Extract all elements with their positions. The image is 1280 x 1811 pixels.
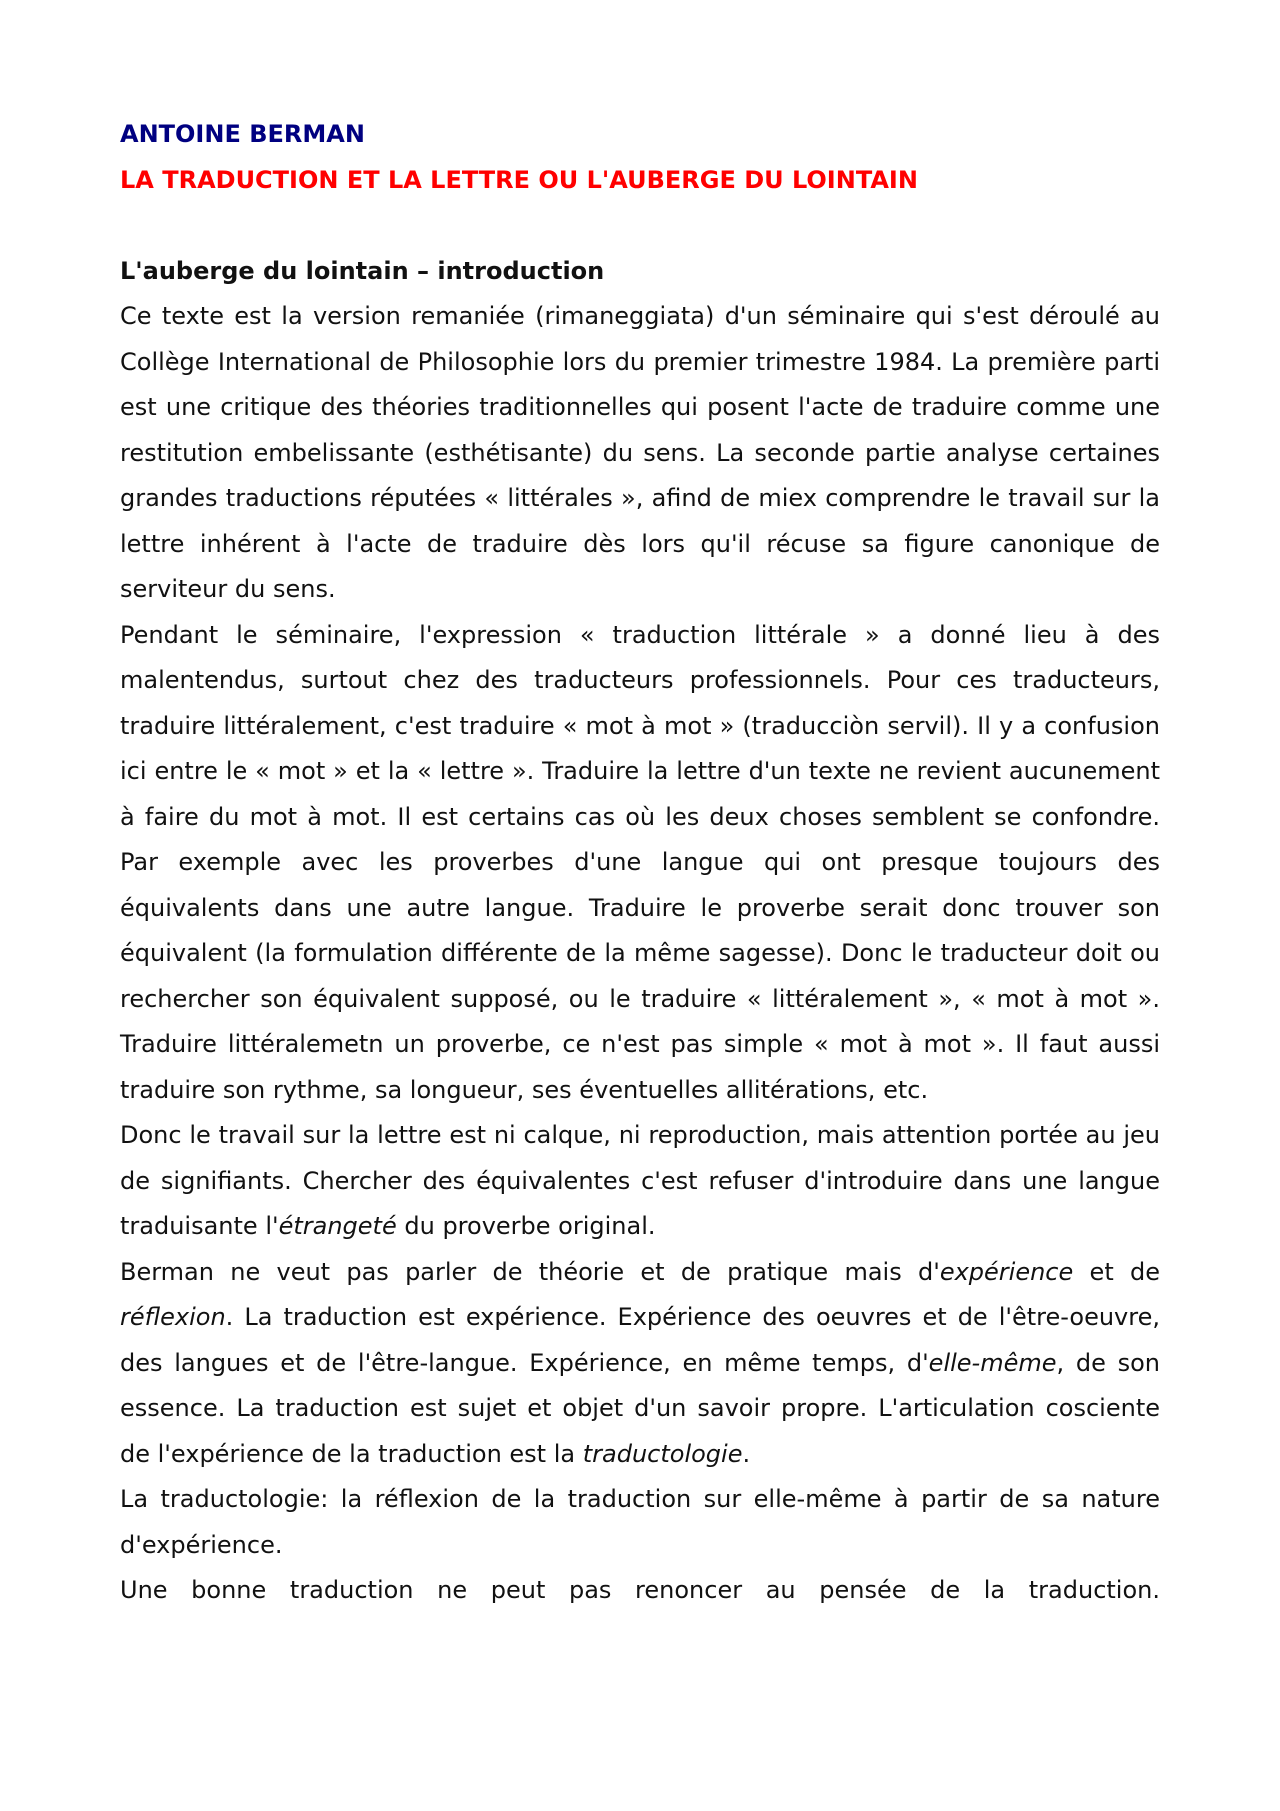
paragraph-3-text-a: Donc le travail sur la lettre est ni calque, ni reproduction, mais attention portée au jeu de signifiants. Chercher des équivalentes c'est refuser d'introduire dans une langue traduisante l': [120, 1121, 1160, 1240]
paragraph-6: Une bonne traduction ne peut pas renoncer au pensée de la traduction.: [120, 1576, 1160, 1604]
paragraph-4: [120, 1250, 1160, 1478]
paragraph-3-text-b: du proverbe original.: [396, 1212, 656, 1240]
document-page: [120, 112, 1160, 1614]
paragraph-4-text-b: et de: [1073, 1257, 1161, 1286]
paragraph-4-text-d: , de son essence. La traduction est sujet et objet d'un savoir propre. L'articulation cosciente de l'expérience de la traduction est la: [120, 1348, 1160, 1468]
document-title: LA TRADUCTION ET LA LETTRE OU L'AUBERGE DU LOINTAIN: [120, 165, 918, 194]
paragraph-3-emphasis: étrangeté: [278, 1212, 397, 1240]
author-name: ANTOINE BERMAN: [120, 120, 365, 148]
paragraph-4-emphasis-4: traductologie: [582, 1439, 743, 1468]
paragraph-3: [120, 1113, 1160, 1250]
paragraph-2: Pendant le séminaire, l'expression « traduction littérale » a donné lieu à des malentendus, surtout chez des traducteurs professionnels. Pour ces traducteurs, traduire littéralement, c'est traduire « mot à mot » (traducciòn servil). Il y a confusion ici entre le « mot » et la « lettre ». Traduire la lettre d'un texte ne revient aucunement à faire du mot à mot. Il est certains cas où les deux choses semblent se confondre. Par exemple avec les proverbes d'une langue qui ont presque toujours des équivalents dans une autre langue. Traduire le proverbe serait donc trouver son équivalent (la formulation différente de la même sagesse). Donc le traducteur doit ou rechercher son équivalent supposé, ou le traduire « littéralement », « mot à mot ». Traduire littéralemetn un proverbe, ce n'est pas simple « mot à mot ». Il faut aussi traduire son rythme, sa longueur, ses éventuelles allitérations, etc.: [120, 620, 1160, 1104]
paragraph-1: Ce texte est la version remaniée (rimaneggiata) d'un séminaire qui s'est déroulé au Collège International de Philosophie lors du premier trimestre 1984. La première parti est une critique des théories traditionnelles qui posent l'acte de traduire comme une restitution embelissante (esthétisante) du sens. La seconde partie analyse certaines grandes traductions réputées « littérales », afind de miex comprendre le travail sur la lettre inhérent à l'acte de traduire dès lors qu'il récuse sa figure canonique de serviteur du sens.: [120, 302, 1160, 603]
paragraph-4-emphasis-1: expérience: [939, 1257, 1074, 1286]
paragraph-4-text-e: .: [742, 1439, 751, 1468]
paragraph-4-emphasis-3: elle-même: [928, 1348, 1057, 1377]
paragraph-5: La traductologie: la réflexion de la traduction sur elle-même à partir de sa nature d'expérience.: [120, 1485, 1160, 1559]
paragraph-4-emphasis-2: réflexion: [120, 1303, 226, 1331]
section-heading: L'auberge du lointain – introduction: [120, 256, 605, 285]
paragraph-4-text-a: Berman ne veut pas parler de théorie et de pratique mais d': [120, 1257, 940, 1286]
title-spacer: [120, 203, 1160, 249]
paragraph-4-text-c: . La traduction est expérience. Expérience des oeuvres et de l'être-oeuvre, des langues et de l'être-langue. Expérience, en même temps, d': [120, 1303, 1160, 1377]
